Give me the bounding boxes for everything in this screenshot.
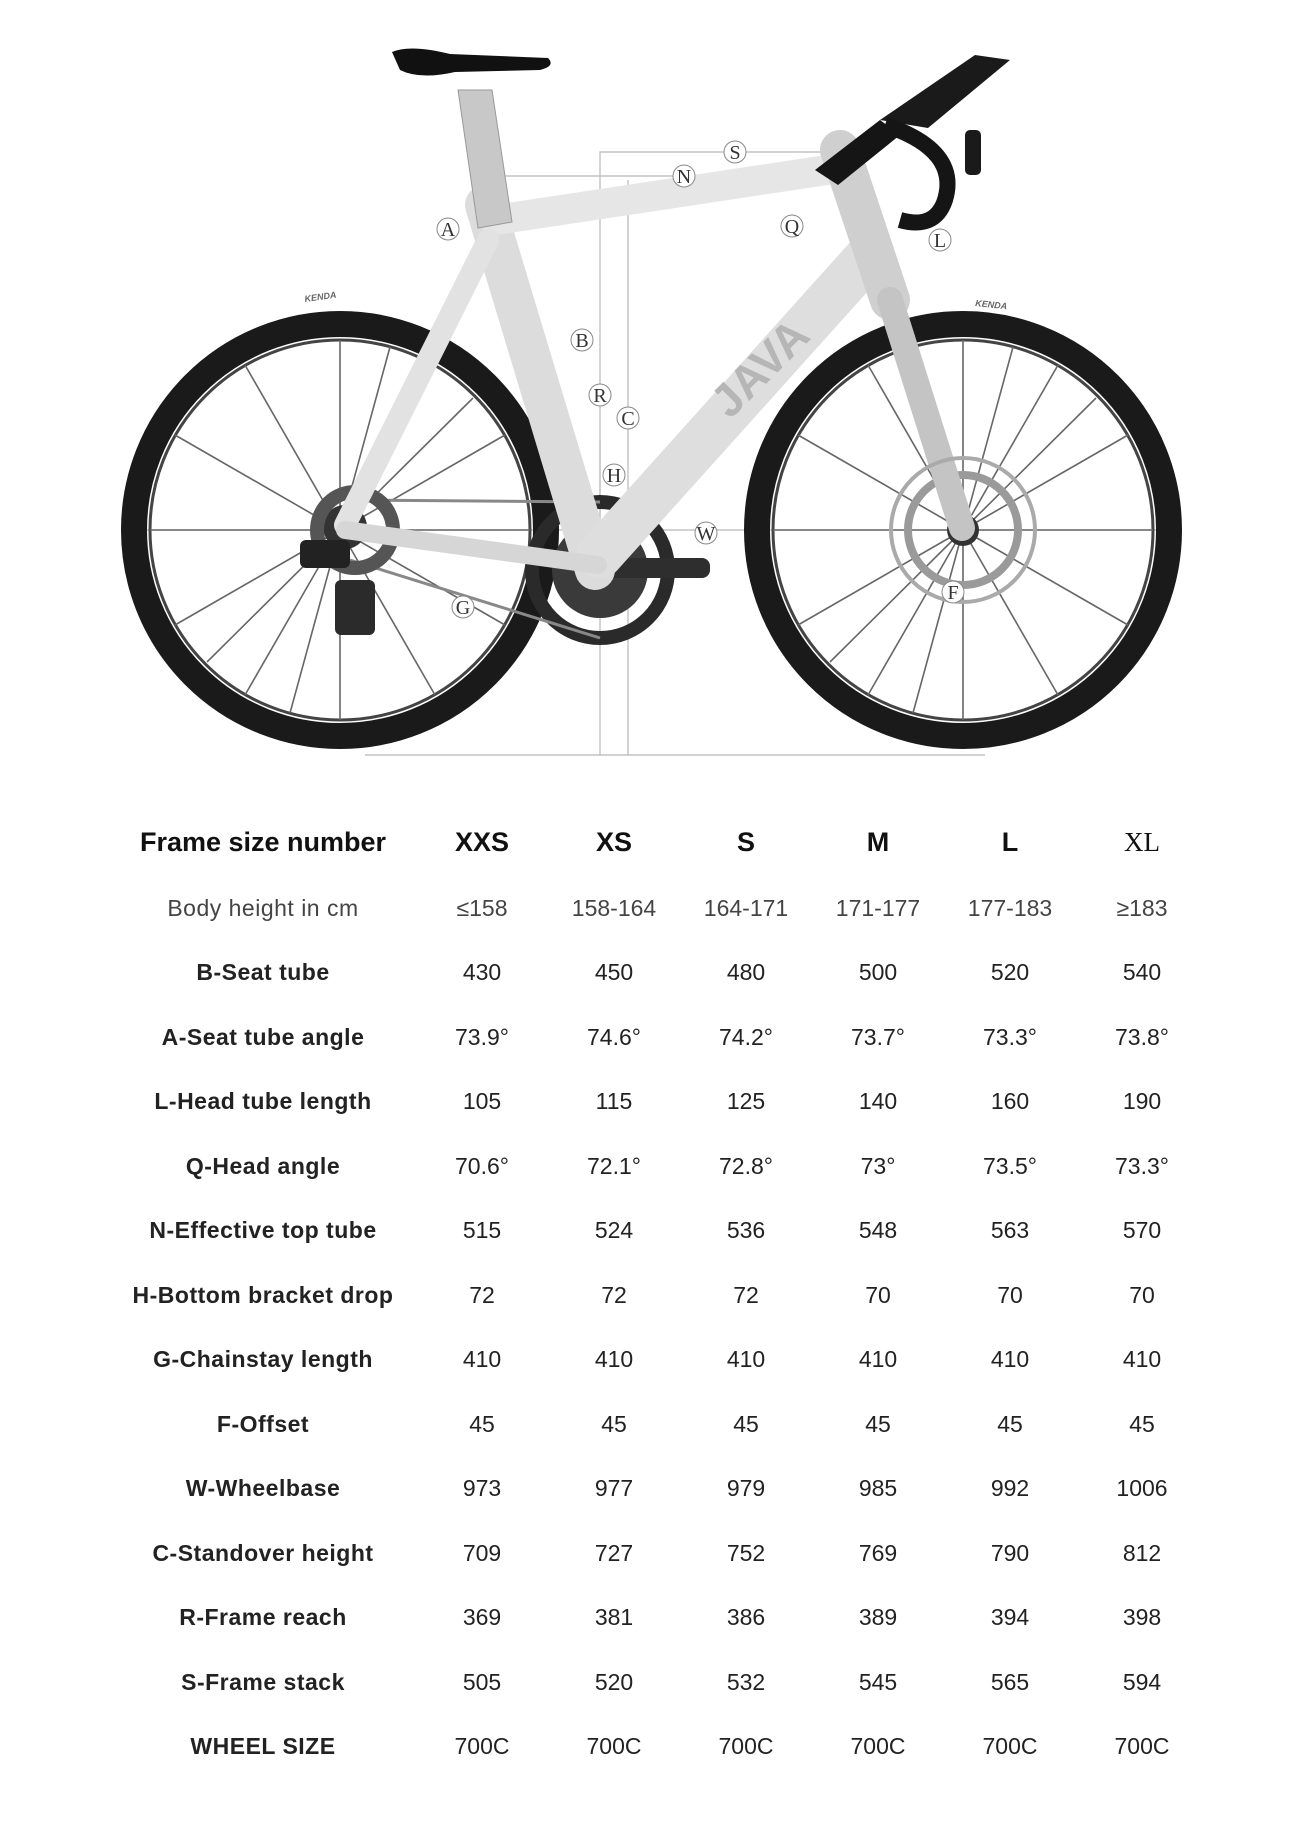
table-cell: 177-183 xyxy=(967,894,1053,921)
table-row xyxy=(110,1650,1208,1715)
svg-text:L: L xyxy=(933,230,947,252)
row-label: A-Seat tube angle xyxy=(161,1023,365,1050)
table-cell: 727 xyxy=(594,1539,634,1566)
table-cell: 72.8° xyxy=(719,1152,773,1179)
table-cell: 45 xyxy=(469,1410,495,1437)
table-row xyxy=(110,1005,1208,1070)
table-cell: 73° xyxy=(860,1152,896,1179)
callout-l xyxy=(929,229,951,252)
svg-text:B: B xyxy=(575,330,589,352)
svg-text:F: F xyxy=(947,582,959,604)
callout-h xyxy=(603,464,625,487)
table-cell: 700C xyxy=(454,1733,510,1760)
table-row xyxy=(110,1457,1208,1522)
table-cell: 125 xyxy=(726,1088,766,1115)
table-cell: 515 xyxy=(462,1217,502,1244)
row-label: R-Frame reach xyxy=(179,1604,347,1631)
callout-r xyxy=(724,141,746,164)
table-cell: 410 xyxy=(990,1346,1030,1373)
row-label: Q-Head angle xyxy=(185,1152,341,1179)
table-row xyxy=(110,1134,1208,1199)
table-cell: 1006 xyxy=(1116,1475,1168,1502)
table-cell: 158-164 xyxy=(571,894,657,921)
table-header xyxy=(110,808,1208,876)
row-label: S-Frame stack xyxy=(181,1668,345,1695)
callout-s xyxy=(589,384,611,407)
size-xxs: XXS xyxy=(454,826,510,857)
size-xs: XS xyxy=(595,826,633,857)
table-cell: 73.5° xyxy=(983,1152,1037,1179)
table-cell: 73.3° xyxy=(983,1023,1037,1050)
table-cell: 536 xyxy=(726,1217,766,1244)
table-cell: 430 xyxy=(462,959,502,986)
callout-c xyxy=(617,407,639,430)
table-cell: 570 xyxy=(1122,1217,1162,1244)
table-cell: 45 xyxy=(865,1410,891,1437)
table-cell: 72 xyxy=(601,1281,627,1308)
table-cell: 381 xyxy=(594,1604,634,1631)
table-cell: 164-171 xyxy=(703,894,789,921)
table-cell: 769 xyxy=(858,1539,898,1566)
table-cell: 386 xyxy=(726,1604,766,1631)
table-cell: 73.7° xyxy=(851,1023,905,1050)
table-cell: 45 xyxy=(601,1410,627,1437)
table-cell: 700C xyxy=(850,1733,906,1760)
table-cell: 74.6° xyxy=(587,1023,641,1050)
row-label: N-Effective top tube xyxy=(149,1217,377,1244)
svg-text:G: G xyxy=(455,597,471,619)
svg-text:C: C xyxy=(621,408,635,430)
row-label: F-Offset xyxy=(216,1410,310,1437)
size-xl: XL xyxy=(1124,826,1160,857)
table-cell: 752 xyxy=(726,1539,766,1566)
table-cell: 565 xyxy=(990,1668,1030,1695)
table-cell: 73.3° xyxy=(1115,1152,1169,1179)
table-cell: 563 xyxy=(990,1217,1030,1244)
table-cell: 545 xyxy=(858,1668,898,1695)
table-cell: 410 xyxy=(594,1346,634,1373)
table-cell: 524 xyxy=(594,1217,634,1244)
table-cell: 700C xyxy=(586,1733,642,1760)
table-row xyxy=(110,1070,1208,1135)
table-cell: 140 xyxy=(858,1088,898,1115)
table-cell: 389 xyxy=(858,1604,898,1631)
geometry-table xyxy=(110,808,1208,1779)
table-cell: 72.1° xyxy=(587,1152,641,1179)
table-cell: 45 xyxy=(997,1410,1023,1437)
table-cell: 45 xyxy=(1129,1410,1155,1437)
svg-text:H: H xyxy=(606,465,622,487)
row-label: G-Chainstay length xyxy=(153,1346,373,1373)
table-cell: 70.6° xyxy=(455,1152,509,1179)
table-cell: 394 xyxy=(990,1604,1030,1631)
table-cell: 72 xyxy=(469,1281,495,1308)
row-label: B-Seat tube xyxy=(196,959,330,986)
frame-logo: JAVA xyxy=(700,308,820,428)
table-cell: 520 xyxy=(990,959,1030,986)
table-row xyxy=(110,941,1208,1006)
tire-brand-rear: KENDA xyxy=(303,289,337,304)
table-cell: 410 xyxy=(858,1346,898,1373)
svg-text:N: N xyxy=(676,166,692,188)
table-cell: 190 xyxy=(1122,1088,1162,1115)
table-cell: 979 xyxy=(726,1475,766,1502)
table-cell: 70 xyxy=(997,1281,1023,1308)
table-cell: 410 xyxy=(726,1346,766,1373)
table-cell: 398 xyxy=(1122,1604,1162,1631)
table-cell: ≥183 xyxy=(1116,894,1168,921)
table-cell: 480 xyxy=(726,959,766,986)
table-cell: 73.9° xyxy=(455,1023,509,1050)
table-cell: 594 xyxy=(1122,1668,1162,1695)
table-row xyxy=(110,1521,1208,1586)
table-cell: 992 xyxy=(990,1475,1030,1502)
table-cell: 540 xyxy=(1122,959,1162,986)
measurement-lines xyxy=(130,152,1180,755)
size-m: M xyxy=(866,826,890,857)
svg-text:R: R xyxy=(593,385,607,407)
table-row xyxy=(110,1328,1208,1393)
header-label: Frame size number xyxy=(139,826,387,857)
bike-geometry-diagram xyxy=(0,0,1309,780)
svg-text:W: W xyxy=(696,523,716,545)
table-row xyxy=(110,1199,1208,1264)
table-row xyxy=(110,876,1208,941)
table-cell: 369 xyxy=(462,1604,502,1631)
table-cell: 700C xyxy=(1114,1733,1170,1760)
table-cell: 74.2° xyxy=(719,1023,773,1050)
table-cell: 410 xyxy=(1122,1346,1162,1373)
table-cell: 70 xyxy=(1129,1281,1155,1308)
table-cell: 70 xyxy=(865,1281,891,1308)
table-cell: 790 xyxy=(990,1539,1030,1566)
callout-g xyxy=(452,596,474,619)
table-cell: 115 xyxy=(595,1088,633,1115)
table-cell: 973 xyxy=(462,1475,502,1502)
table-cell: 532 xyxy=(726,1668,766,1695)
table-cell: 700C xyxy=(982,1733,1038,1760)
table-cell: 171-177 xyxy=(835,894,921,921)
table-cell: 505 xyxy=(462,1668,502,1695)
size-s: S xyxy=(736,826,755,857)
size-l: L xyxy=(1001,826,1019,857)
callout-b xyxy=(571,329,593,352)
table-cell: 160 xyxy=(990,1088,1030,1115)
svg-text:Q: Q xyxy=(784,216,800,238)
table-cell: ≤158 xyxy=(456,894,508,921)
table-cell: 548 xyxy=(858,1217,898,1244)
svg-text:S: S xyxy=(729,142,741,164)
row-label: L-Head tube length xyxy=(154,1088,372,1115)
callout-w xyxy=(695,522,717,545)
row-label: H-Bottom bracket drop xyxy=(132,1281,394,1308)
table-cell: 45 xyxy=(733,1410,759,1437)
table-cell: 700C xyxy=(718,1733,774,1760)
row-label: Body height in cm xyxy=(167,894,359,921)
table-cell: 450 xyxy=(594,959,634,986)
table-row xyxy=(110,1392,1208,1457)
table-row xyxy=(110,1586,1208,1651)
table-cell: 520 xyxy=(594,1668,634,1695)
callout-a xyxy=(437,218,459,241)
table-cell: 709 xyxy=(462,1539,502,1566)
table-row xyxy=(110,1715,1208,1780)
svg-text:A: A xyxy=(440,219,456,241)
tire-brand-front: KENDA xyxy=(974,298,1008,312)
callout-q xyxy=(781,215,803,238)
table-cell: 72 xyxy=(733,1281,759,1308)
table-cell: 977 xyxy=(594,1475,634,1502)
row-label: C-Standover height xyxy=(152,1539,374,1566)
table-cell: 985 xyxy=(858,1475,898,1502)
table-body xyxy=(110,876,1208,1779)
table-row xyxy=(110,1263,1208,1328)
table-cell: 410 xyxy=(462,1346,502,1373)
table-cell: 812 xyxy=(1122,1539,1162,1566)
table-cell: 500 xyxy=(858,959,898,986)
row-label: WHEEL SIZE xyxy=(190,1733,336,1760)
row-label: W-Wheelbase xyxy=(185,1475,341,1502)
table-cell: 105 xyxy=(462,1088,502,1115)
table-cell: 73.8° xyxy=(1115,1023,1169,1050)
